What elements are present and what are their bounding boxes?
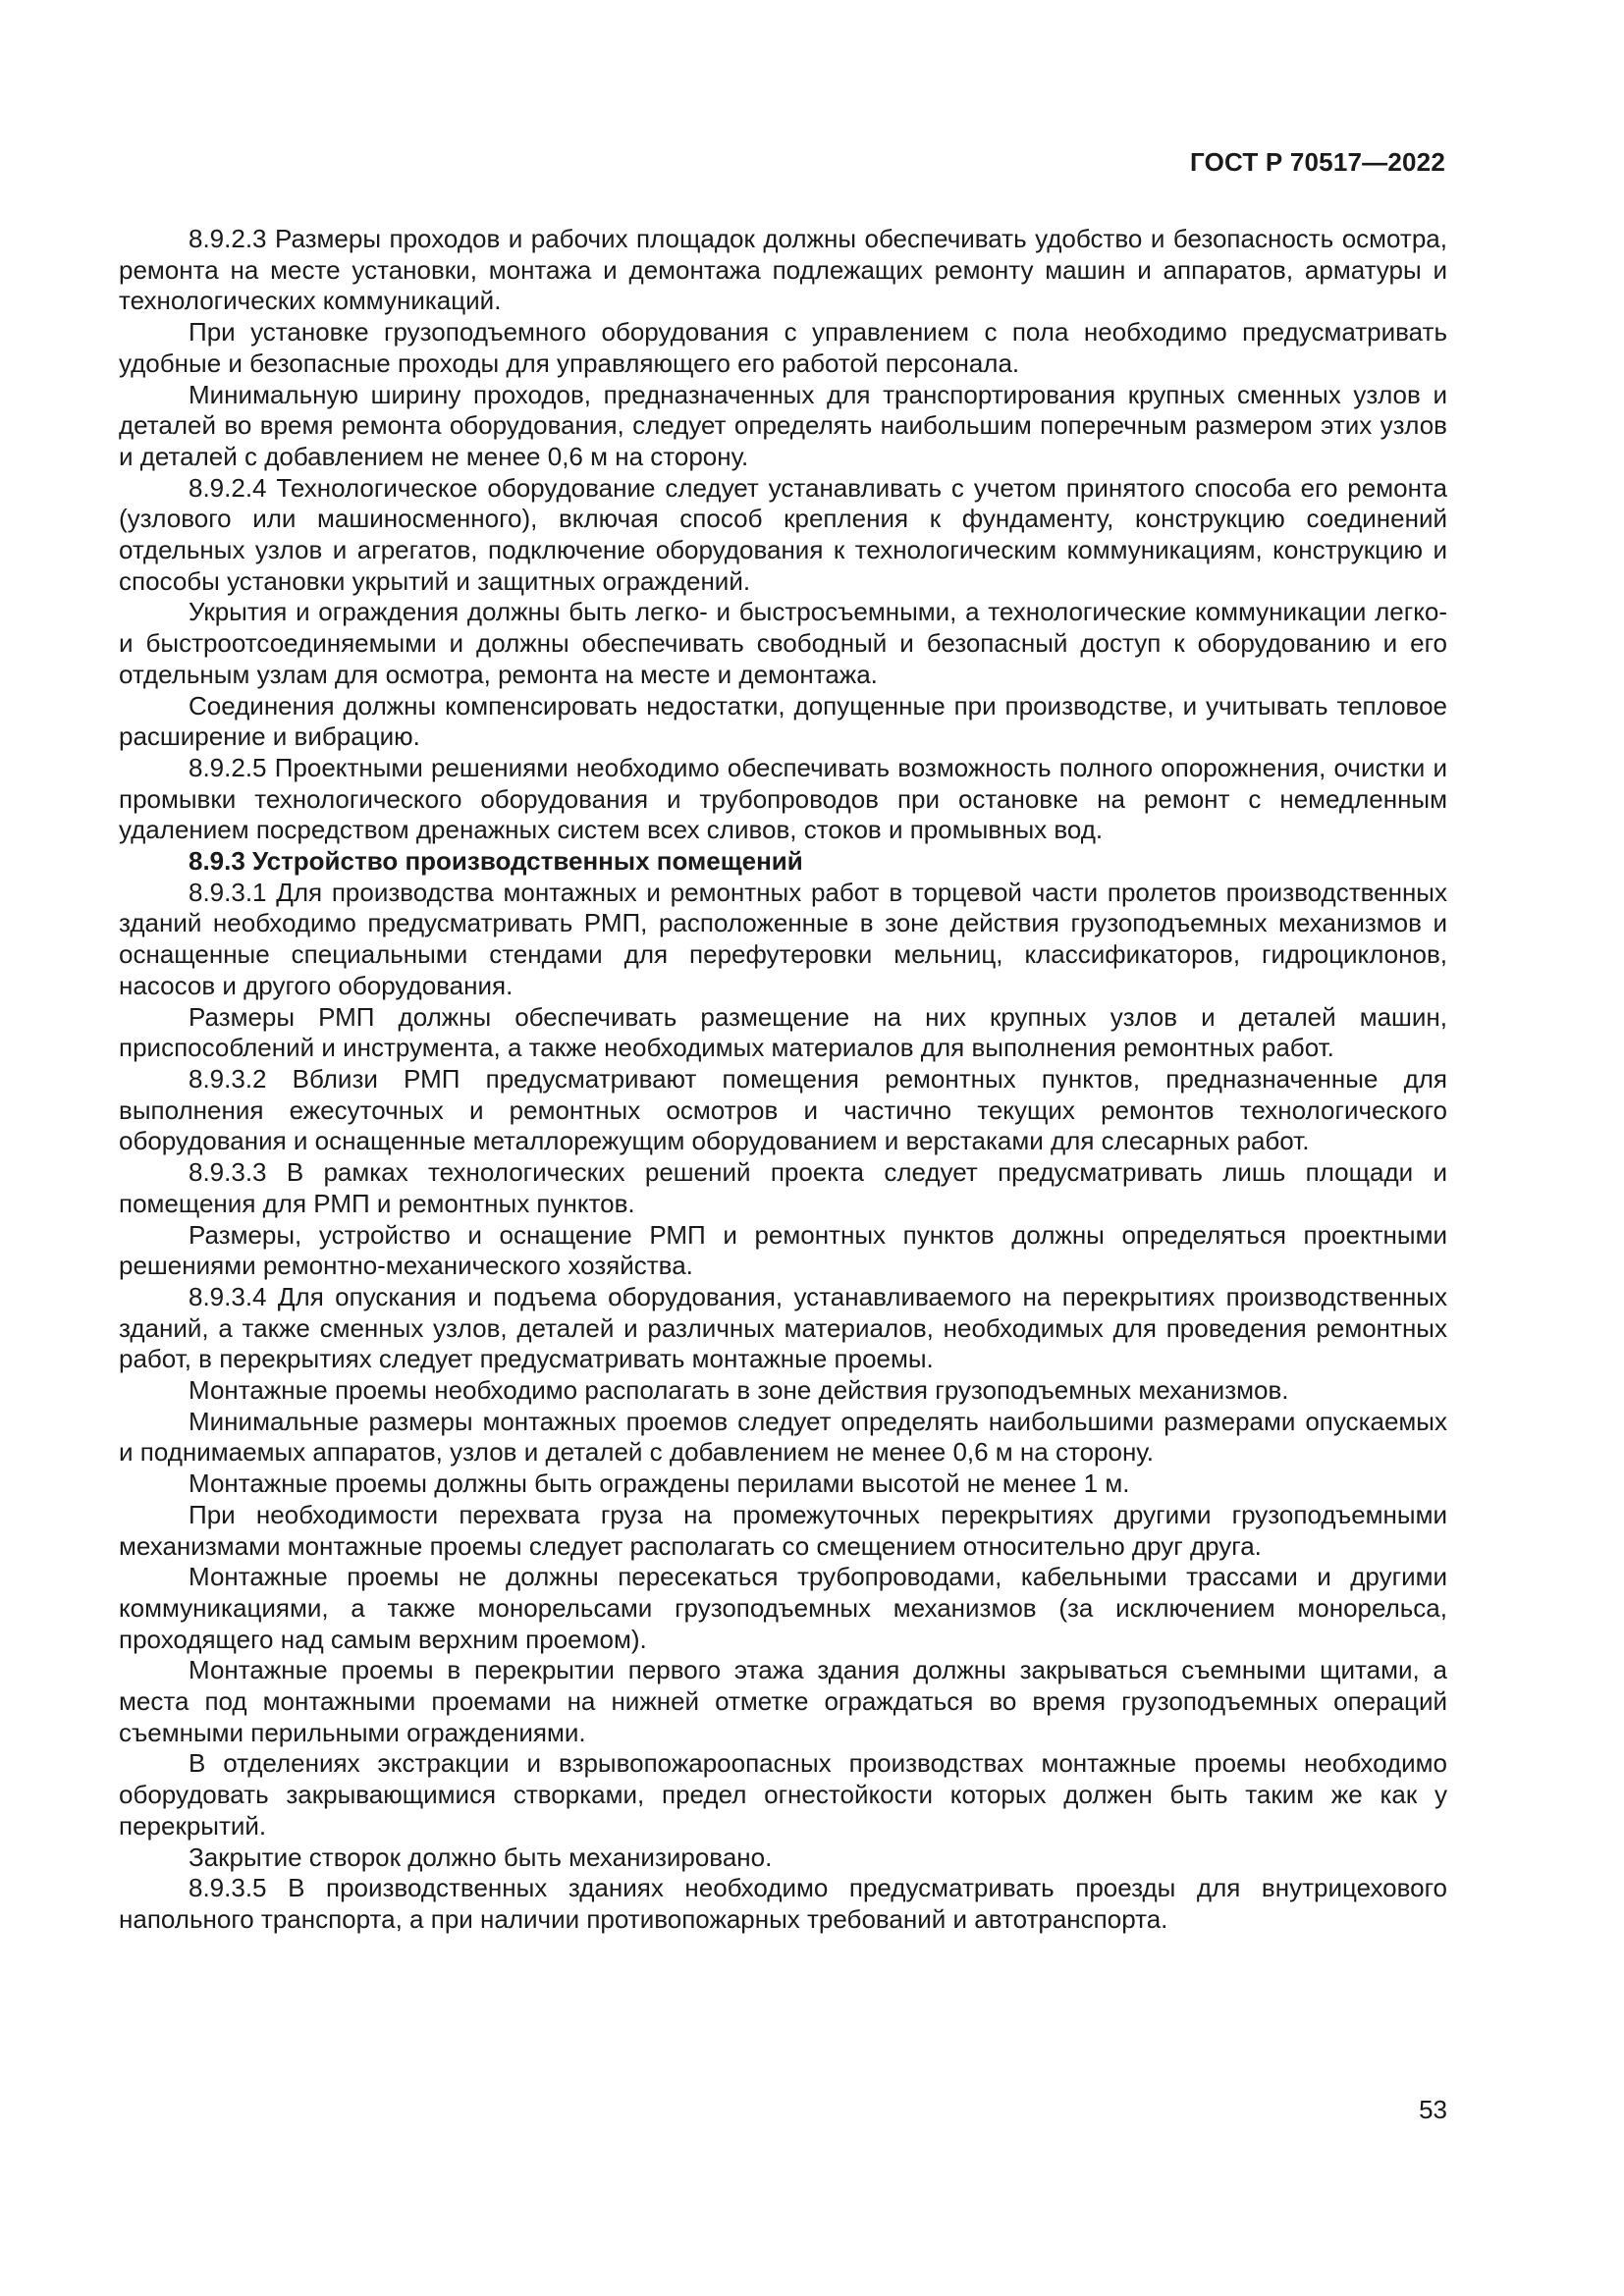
paragraph: Минимальную ширину проходов, предназначенных для транспортирования крупных сменных узлов и деталей во время ремонта оборудования, следует определять наибольшим поперечным размером этих узлов и деталей с добавлением не менее 0,6 м на сторону.	[119, 379, 1447, 471]
paragraph: Монтажные проемы должны быть ограждены перилами высотой не менее 1 м.	[189, 1468, 1130, 1499]
section-heading-8-9-3: 8.9.3 Устройство производственных помещений	[189, 846, 803, 877]
paragraph-8-9-2-3: 8.9.2.3 Размеры проходов и рабочих площадок должны обеспечивать удобство и безопасность осмотра, ремонта на месте установки, монтажа и демонтажа подлежащих ремонту машин и аппаратов, арматуры и технологических коммуникаций.	[119, 224, 1447, 316]
page-number: 53	[1419, 2095, 1447, 2124]
paragraph-8-9-3-2: 8.9.3.2 Вблизи РМП предусматривают помещения ремонтных пунктов, предназначенные для выполнения ежесуточных и ремонтных осмотров и частично текущих ремонтов технологического оборудования и оснащенные металлорежущим оборудованием и верстаками для слесарных работ.	[119, 1063, 1447, 1156]
paragraph: Соединения должны компенсировать недостатки, допущенные при производстве, и учитывать тепловое расширение и вибрацию.	[119, 690, 1447, 752]
paragraph: Монтажные проемы в перекрытии первого этажа здания должны закрываться съемными щитами, а места под монтажными проемами на нижней отметке ограждаться во время грузоподъемных операций съемными перильными ограждениями.	[119, 1655, 1447, 1747]
document-header-standard: ГОСТ Р 70517—2022	[1190, 147, 1445, 177]
paragraph: Монтажные проемы не должны пересекаться трубопроводами, кабельными трассами и другими коммуникациями, а также монорельсами грузоподъемных механизмов (за исключением монорельса, проходящего над самым верхним проемом).	[119, 1562, 1447, 1654]
paragraph: Размеры РМП должны обеспечивать размещение на них крупных узлов и деталей машин, приспособлений и инструмента, а также необходимых материалов для выполнения ремонтных работ.	[119, 1001, 1447, 1063]
paragraph-8-9-2-5: 8.9.2.5 Проектными решениями необходимо обеспечивать возможность полного опорожнения, очистки и промывки технологического оборудования и трубопроводов при остановке на ремонт с немедленным удалением посредством дренажных систем всех сливов, стоков и промывных вод.	[119, 752, 1447, 845]
paragraph-8-9-3-1: 8.9.3.1 Для производства монтажных и ремонтных работ в торцевой части пролетов производственных зданий необходимо предусматривать РМП, расположенные в зоне действия грузоподъемных механизмов и оснащенные специальными стендами для перефутеровки мельниц, классификаторов, гидроциклонов, насосов и другого оборудования.	[119, 877, 1447, 1000]
paragraph: В отделениях экстракции и взрывопожароопасных производствах монтажные проемы необходимо оборудовать закрывающимися створками, предел огнестойкости которых должен быть таким же как у перекрытий.	[119, 1748, 1447, 1841]
paragraph-8-9-3-4: 8.9.3.4 Для опускания и подъема оборудования, устанавливаемого на перекрытиях производственных зданий, а также сменных узлов, деталей и различных материалов, необходимых для проведения ремонтных работ, в перекрытиях следует предусматривать монтажные проемы.	[119, 1281, 1447, 1374]
paragraph: Укрытия и ограждения должны быть легко- и быстросъемными, а технологические коммуникации легко- и быстроотсоединяемыми и должны обеспечивать свободный и безопасный доступ к оборудованию и его отдельным узлам для осмотра, ремонта на месте и демонтажа.	[119, 597, 1447, 689]
paragraph-8-9-2-4: 8.9.2.4 Технологическое оборудование следует устанавливать с учетом принятого способа его ремонта (узлового или машиносменного), включая способ крепления к фундаменту, конструкцию соединений отдельных узлов и агрегатов, подключение оборудования к технологическим коммуникациям, конструкцию и способы установки укрытий и защитных ограждений.	[119, 472, 1447, 596]
paragraph-8-9-3-5: 8.9.3.5 В производственных зданиях необходимо предусматривать проезды для внутрицехового напольного транспорта, а при наличии противопожарных требований и автотранспорта.	[119, 1873, 1447, 1934]
document-body	[119, 224, 1447, 1936]
paragraph: Минимальные размеры монтажных проемов следует определять наибольшими размерами опускаемых и поднимаемых аппаратов, узлов и деталей с добавлением не менее 0,6 м на сторону.	[119, 1406, 1447, 1468]
paragraph: Монтажные проемы необходимо располагать в зоне действия грузоподъемных механизмов.	[189, 1375, 1289, 1406]
paragraph: Закрытие створок должно быть механизировано.	[189, 1842, 773, 1872]
paragraph: При необходимости перехвата груза на промежуточных перекрытиях другими грузоподъемными механизмами монтажные проемы следует располагать со смещением относительно друг друга.	[119, 1499, 1447, 1561]
paragraph-8-9-3-3: 8.9.3.3 В рамках технологических решений проекта следует предусматривать лишь площади и помещения для РМП и ремонтных пунктов.	[119, 1157, 1447, 1218]
paragraph: Размеры, устройство и оснащение РМП и ремонтных пунктов должны определяться проектными решениями ремонтно-механического хозяйства.	[119, 1219, 1447, 1281]
paragraph: При установке грузоподъемного оборудования с управлением с пола необходимо предусматривать удобные и безопасные проходы для управляющего его работой персонала.	[119, 317, 1447, 378]
